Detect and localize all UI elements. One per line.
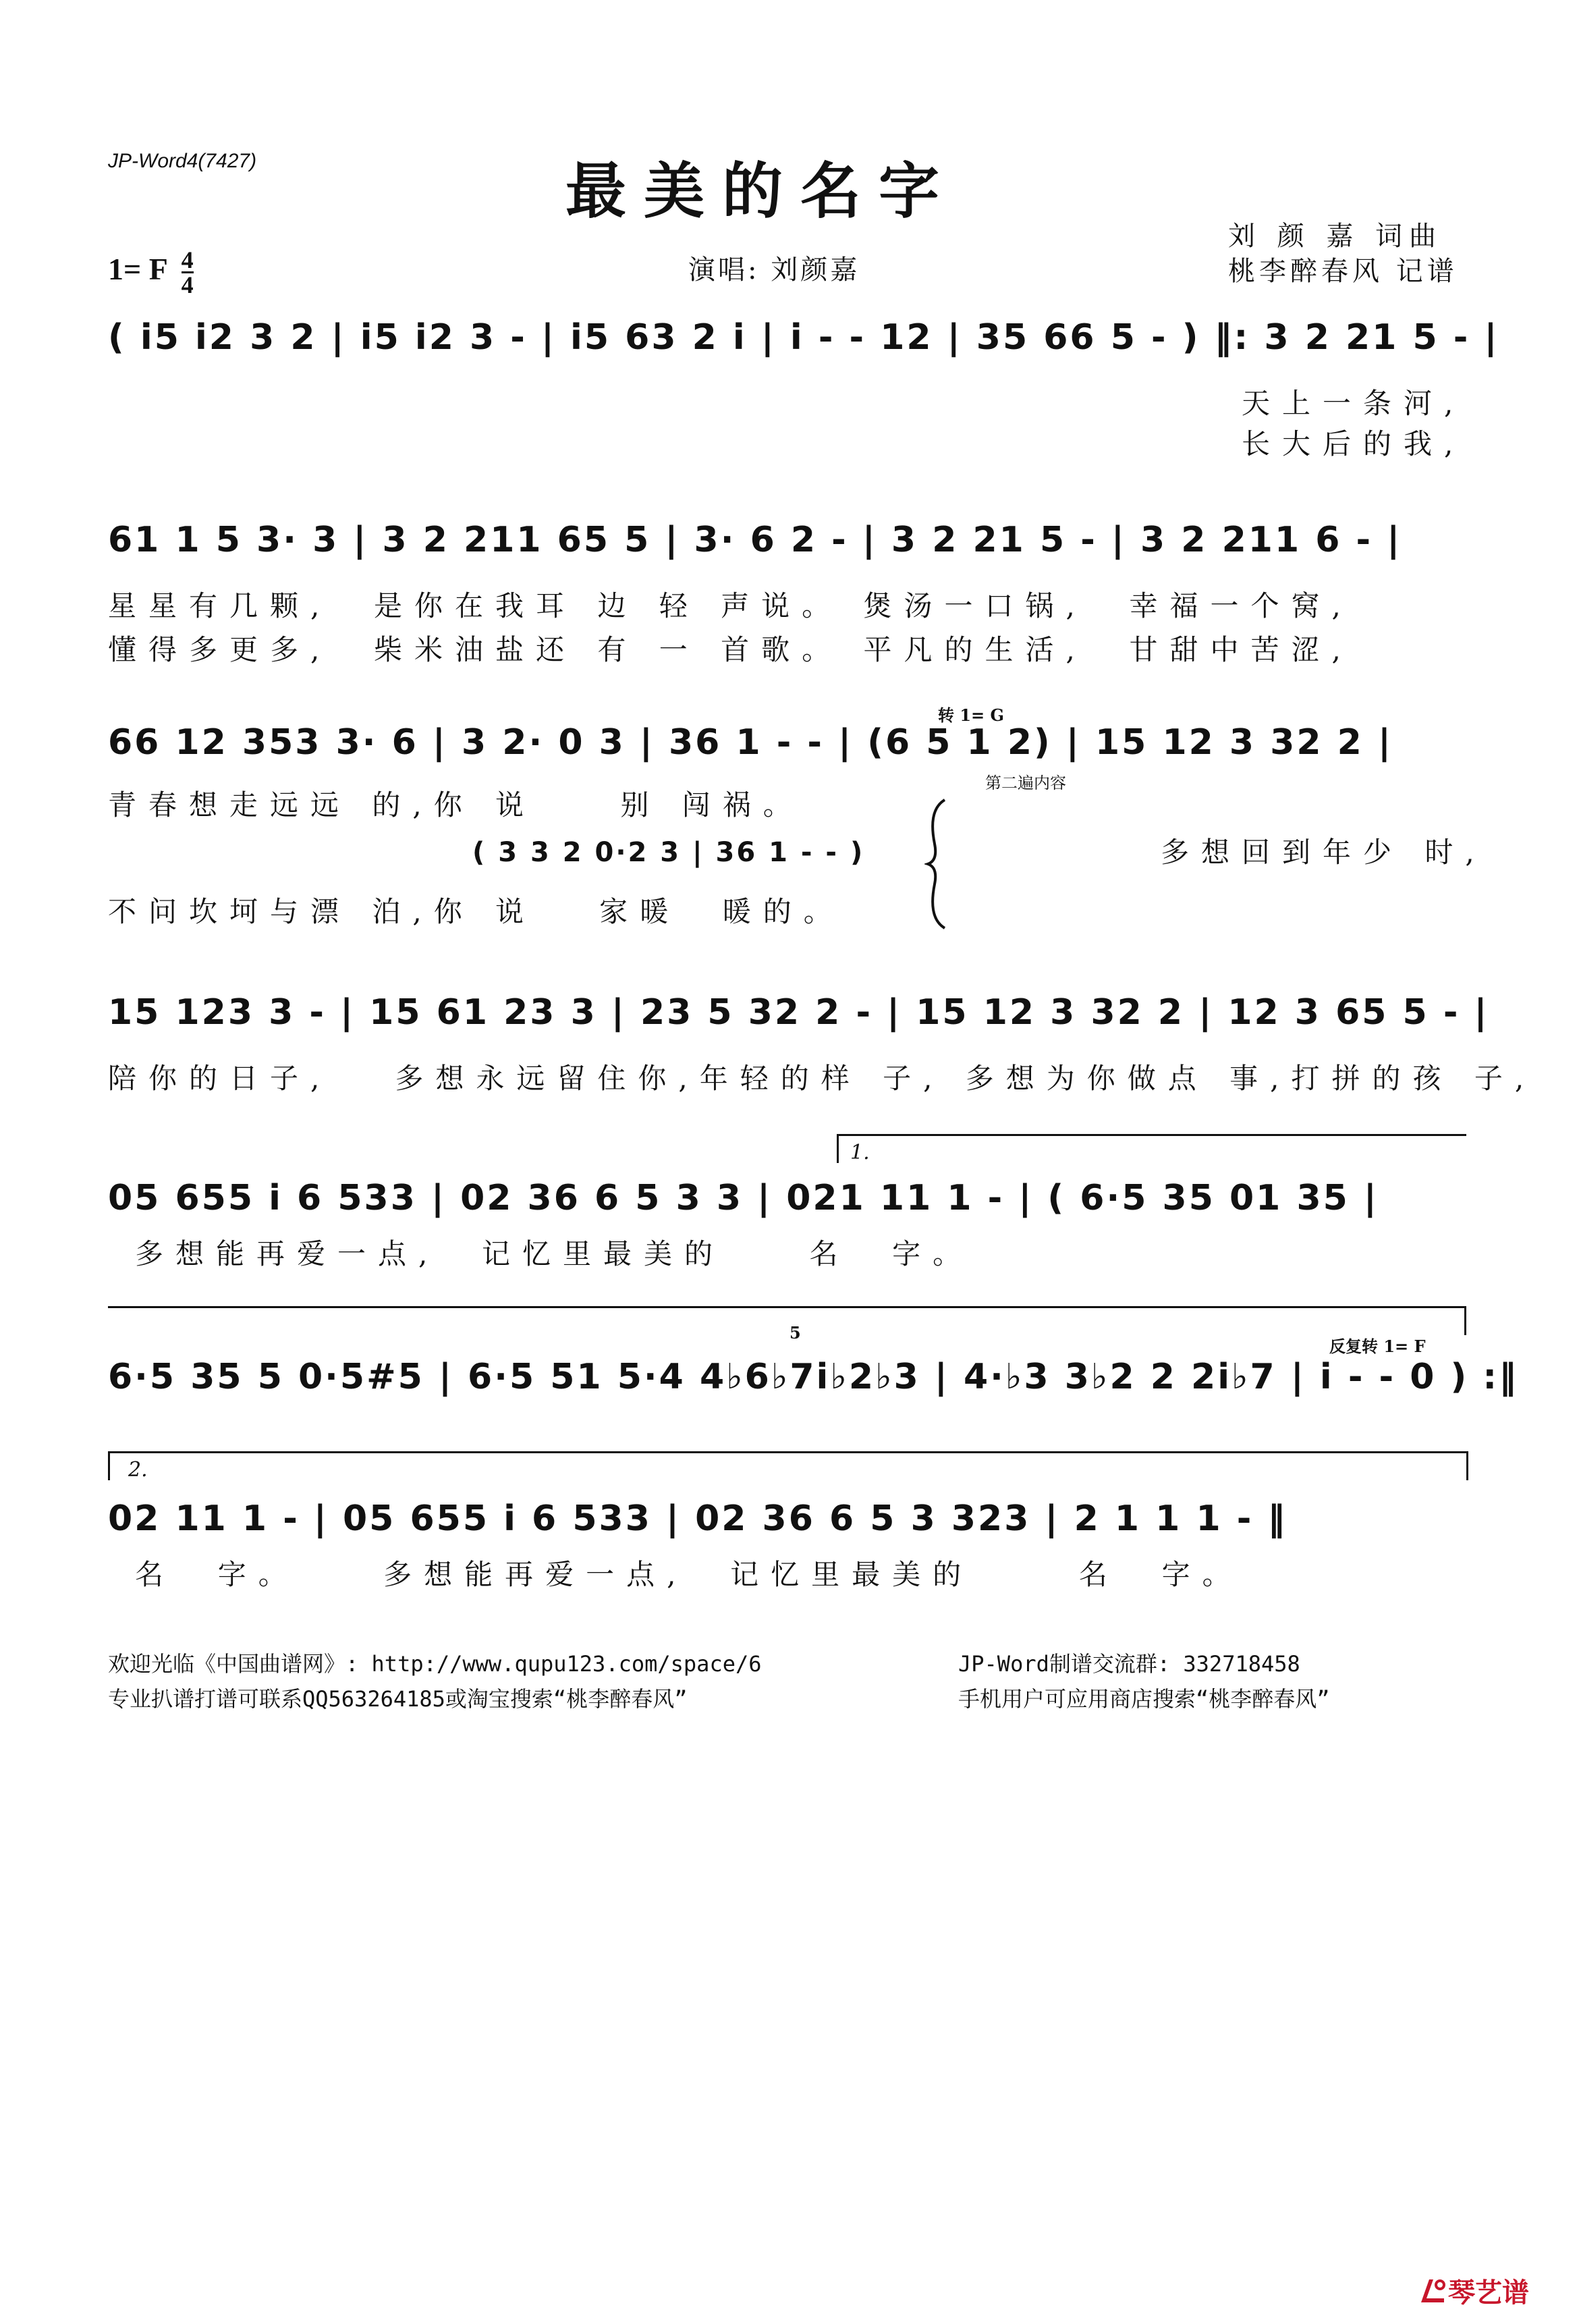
volta-2-label: 2.	[128, 1458, 148, 1482]
lyric-line: 名 字。 多想能再爱一点, 记忆里最美的 名 字。	[135, 1558, 1243, 1591]
singer-credit: 演唱: 刘颜嘉	[688, 254, 860, 286]
score-system-2: 61 1 5 3· 3 | 3 2 211 65 5 | 3· 6 2 - | 3 2 21 5 - | 3 2 211 6 - |	[108, 520, 1402, 560]
score-system-4: 15 123 3 - | 15 61 23 3 | 23 5 32 2 - | 15 12 3 32 2 | 12 3 65 5 - |	[108, 992, 1489, 1033]
lyric-line: 长大后的我,	[1242, 427, 1466, 460]
score-system-7: 02 11 1 - | 05 655 i 6 533 | 02 36 6 5 3 323 | 2 1 1 1 - ‖	[108, 1498, 1287, 1539]
software-label: JP-Word4(7427)	[108, 150, 257, 172]
key-signature	[108, 248, 194, 296]
footer-contact: 专业扒谱打谱可联系QQ563264185或淘宝搜索“桃李醉春风”	[108, 1686, 688, 1712]
lyric-line: 星星有几颗, 是你在我耳 边 轻 声说。 煲汤一口锅, 幸福一个窝,	[108, 589, 1353, 622]
footer-app: 手机用户可应用商店搜索“桃李醉春风”	[958, 1686, 1330, 1712]
brace-icon	[924, 796, 951, 931]
lyric-line: 天上一条河,	[1242, 387, 1466, 420]
volta-1	[837, 1134, 1466, 1163]
second-pass-label: 第二遍内容	[985, 774, 1066, 792]
lyric-line: 不问坎坷与漂 泊,你 说 家暖 暖的。	[108, 895, 844, 928]
footer-website: 欢迎光临《中国曲谱网》: http://www.qupu123.com/space/6	[108, 1651, 762, 1677]
logo-icon	[1417, 2275, 1448, 2306]
logo-text: 琴艺谱	[1448, 2277, 1529, 2308]
score-system-3: 66 12 353 3· 6 | 3 2· 0 3 | 36 1 - - | (6 5 1 2) | 15 12 3 32 2 |	[108, 722, 1393, 763]
lyric-line: 多想能再爱一点, 记忆里最美的 名 字。	[135, 1237, 974, 1270]
volta-bracket	[108, 1306, 1466, 1335]
score-system-5: 05 655 i 6 533 | 02 36 6 5 3 3 | 021 11 1 - | ( 6·5 35 01 35 |	[108, 1178, 1379, 1218]
alternate-notes: ( 3 3 2 0·2 3 | 36 1 - - )	[472, 837, 865, 868]
time-bottom: 4	[181, 271, 194, 298]
repeat-note: 反复转 1= F	[1329, 1336, 1426, 1356]
lyric-line: 多想回到年少 时,	[1161, 836, 1487, 869]
volta-2	[108, 1451, 1468, 1480]
score-system-1: ( i5 i2 3 2 | i5 i2 3 - | i5 63 2 i | i - - 12 | 35 66 5 - ) ‖: 3 2 21 5 - |	[108, 317, 1499, 358]
lyric-line: 青春想走远远 的,你 说 别 闯祸。	[108, 788, 804, 821]
time-top: 4	[181, 246, 194, 273]
modulation-label: 转 1= G	[938, 705, 1005, 725]
footer-group: JP-Word制谱交流群: 332718458	[958, 1651, 1300, 1677]
transcriber-credit: 桃李醉春风 记谱	[1228, 256, 1458, 287]
tuplet-label: 5	[790, 1323, 801, 1343]
lyric-line: 陪你的日子, 多想永远留住你,年轻的样 子, 多想为你做点 事,打拼的孩 子,	[108, 1062, 1536, 1095]
lyric-line: 懂得多更多, 柴米油盐还 有 一 首歌。 平凡的生活, 甘甜中苦涩,	[108, 633, 1353, 666]
composer-credit: 刘 颜 嘉 词曲	[1228, 221, 1443, 252]
song-title: 最美的名字	[565, 156, 957, 227]
brand-logo	[1417, 2271, 1529, 2310]
time-signature	[182, 248, 194, 296]
key-label: 1= F	[108, 252, 167, 287]
score-system-6: 6·5 35 5 0·5#5 | 6·5 51 5·4 4♭6♭7i♭2♭3 | 4·♭3 3♭2 2 2i♭7 | i - - 0 ) :‖	[108, 1357, 1519, 1397]
volta-1-label: 1.	[850, 1141, 870, 1164]
